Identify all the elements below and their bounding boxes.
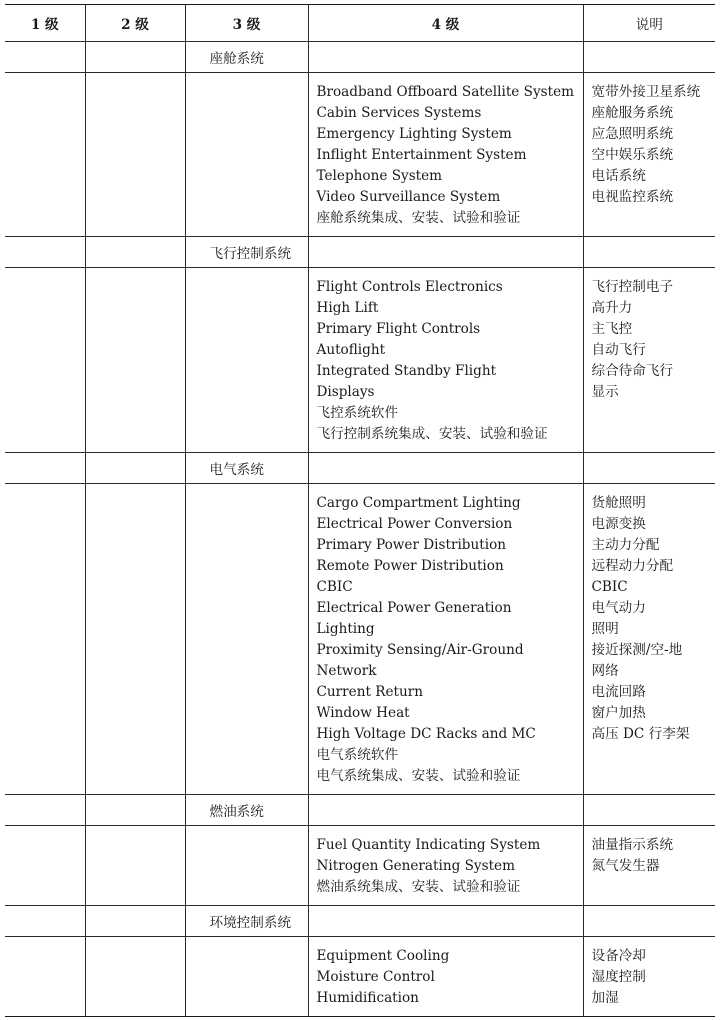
subsystem-item: High Lift	[316, 300, 379, 316]
table-body	[5, 42, 715, 1017]
description-item: 窗户加热	[591, 705, 646, 721]
system-row	[5, 237, 715, 268]
subsystem-item: Emergency Lighting System	[316, 126, 512, 142]
system-row	[5, 906, 715, 937]
system-row	[5, 795, 715, 826]
empty-cell	[185, 826, 308, 906]
subsystem-row	[5, 937, 715, 1017]
subsystem-list	[308, 73, 583, 237]
table-header-row	[5, 5, 715, 42]
empty-cell	[583, 42, 715, 73]
empty-cell	[5, 453, 85, 484]
subsystem-row	[5, 484, 715, 795]
description-item: 高压 DC 行李架	[591, 726, 690, 742]
header-level2: 2 级	[85, 5, 185, 42]
empty-cell	[185, 937, 308, 1017]
empty-cell	[185, 484, 308, 795]
subsystem-item: Cargo Compartment Lighting	[316, 495, 521, 511]
subsystem-item: Proximity Sensing/Air-Ground	[316, 642, 524, 658]
description-item	[592, 745, 716, 766]
subsystem-item: Displays	[316, 384, 375, 400]
description-item	[592, 877, 716, 898]
subsystem-item: 座舱系统集成、安装、试验和验证	[316, 210, 521, 226]
subsystem-item: 电气系统软件	[316, 747, 399, 763]
subsystem-list	[308, 268, 583, 453]
empty-cell	[85, 937, 185, 1017]
subsystem-item: Moisture Control	[316, 969, 435, 985]
description-item: 自动飞行	[591, 342, 646, 358]
subsystem-item: Electrical Power Generation	[316, 600, 512, 616]
empty-cell	[5, 484, 85, 795]
empty-cell	[308, 237, 583, 268]
empty-cell	[5, 268, 85, 453]
empty-cell	[85, 484, 185, 795]
system-name: 燃油系统	[185, 795, 308, 826]
subsystem-row	[5, 268, 715, 453]
description-item: 电流回路	[591, 684, 646, 700]
empty-cell	[85, 42, 185, 73]
subsystem-item: 燃油系统集成、安装、试验和验证	[316, 879, 521, 895]
empty-cell	[185, 268, 308, 453]
empty-cell	[185, 73, 308, 237]
description-item: 湿度控制	[591, 969, 646, 985]
empty-cell	[5, 73, 85, 237]
description-item: 电气动力	[591, 600, 646, 616]
subsystem-item: Inflight Entertainment System	[316, 147, 527, 163]
system-name: 电气系统	[185, 453, 308, 484]
subsystem-item: Network	[316, 663, 377, 679]
empty-cell	[308, 42, 583, 73]
description-item	[592, 766, 716, 787]
system-row	[5, 453, 715, 484]
subsystem-item: High Voltage DC Racks and MC	[316, 726, 536, 742]
description-item: 主动力分配	[591, 537, 660, 553]
empty-cell	[85, 268, 185, 453]
subsystem-item: Current Return	[316, 684, 423, 700]
description-item: 电话系统	[591, 168, 646, 184]
subsystem-item: Remote Power Distribution	[316, 558, 504, 574]
header-description: 说明	[583, 5, 715, 42]
empty-cell	[85, 237, 185, 268]
description-item: 电源变换	[591, 516, 646, 532]
empty-cell	[5, 906, 85, 937]
subsystem-item: Equipment Cooling	[316, 948, 450, 964]
subsystem-item: Video Surveillance System	[316, 189, 501, 205]
subsystem-item: Primary Power Distribution	[316, 537, 507, 553]
description-item: 氮气发生器	[591, 858, 660, 874]
description-item: 油量指示系统	[591, 837, 674, 853]
empty-cell	[308, 453, 583, 484]
empty-cell	[583, 237, 715, 268]
description-list	[583, 826, 715, 906]
subsystem-item: Nitrogen Generating System	[316, 858, 515, 874]
header-level3: 3 级	[185, 5, 308, 42]
subsystem-item: 电气系统集成、安装、试验和验证	[316, 768, 521, 784]
description-item: CBIC	[591, 579, 628, 595]
description-item: 网络	[591, 663, 619, 679]
description-item: 加湿	[591, 990, 619, 1006]
description-list	[583, 73, 715, 237]
subsystem-item: 飞控系统软件	[316, 405, 399, 421]
subsystem-list	[308, 937, 583, 1017]
description-item: 接近探测/空-地	[591, 642, 683, 658]
subsystem-item: Autoflight	[316, 342, 386, 358]
description-item: 照明	[591, 621, 619, 637]
description-item	[592, 403, 716, 424]
description-item: 主飞控	[591, 321, 633, 337]
subsystem-row	[5, 826, 715, 906]
empty-cell	[85, 906, 185, 937]
subsystem-item: Flight Controls Electronics	[316, 279, 503, 295]
empty-cell	[5, 237, 85, 268]
description-item: 远程动力分配	[591, 558, 674, 574]
subsystem-item: Fuel Quantity Indicating System	[316, 837, 541, 853]
empty-cell	[308, 795, 583, 826]
description-item: 货舱照明	[591, 495, 646, 511]
empty-cell	[5, 42, 85, 73]
subsystem-item: Humidification	[316, 990, 419, 1006]
empty-cell	[5, 826, 85, 906]
subsystem-item: CBIC	[316, 579, 353, 595]
empty-cell	[85, 453, 185, 484]
subsystem-item: Broadband Offboard Satellite System	[316, 84, 575, 100]
description-item: 设备冷却	[591, 948, 646, 964]
subsystem-item: Lighting	[316, 621, 375, 637]
description-item: 宽带外接卫星系统	[591, 84, 701, 100]
subsystem-list	[308, 826, 583, 906]
description-item	[592, 208, 716, 229]
description-item: 电视监控系统	[591, 189, 674, 205]
subsystem-item: Window Heat	[316, 705, 410, 721]
description-list	[583, 268, 715, 453]
empty-cell	[583, 795, 715, 826]
subsystem-item: Primary Flight Controls	[316, 321, 481, 337]
system-name: 环境控制系统	[185, 906, 308, 937]
description-item: 空中娱乐系统	[591, 147, 674, 163]
subsystem-item: 飞行控制系统集成、安装、试验和验证	[316, 426, 548, 442]
empty-cell	[85, 795, 185, 826]
system-breakdown-table	[5, 4, 715, 1017]
description-item: 应急照明系统	[591, 126, 674, 142]
empty-cell	[583, 453, 715, 484]
empty-cell	[85, 826, 185, 906]
system-row	[5, 42, 715, 73]
subsystem-row	[5, 73, 715, 237]
description-list	[583, 937, 715, 1017]
subsystem-list	[308, 484, 583, 795]
description-item	[592, 424, 716, 445]
empty-cell	[5, 937, 85, 1017]
header-level1: 1 级	[5, 5, 85, 42]
description-item: 飞行控制电子	[591, 279, 674, 295]
subsystem-item: Integrated Standby Flight	[316, 363, 497, 379]
empty-cell	[85, 73, 185, 237]
header-level4: 4 级	[308, 5, 583, 42]
description-item: 高升力	[591, 300, 633, 316]
subsystem-item: Telephone System	[316, 168, 443, 184]
description-item: 显示	[591, 384, 619, 400]
description-list	[583, 484, 715, 795]
description-item: 综合待命飞行	[591, 363, 674, 379]
system-name: 飞行控制系统	[185, 237, 308, 268]
description-item: 座舱服务系统	[591, 105, 674, 121]
subsystem-item: Electrical Power Conversion	[316, 516, 513, 532]
system-name: 座舱系统	[185, 42, 308, 73]
empty-cell	[308, 906, 583, 937]
empty-cell	[583, 906, 715, 937]
empty-cell	[5, 795, 85, 826]
subsystem-item: Cabin Services Systems	[316, 105, 482, 121]
